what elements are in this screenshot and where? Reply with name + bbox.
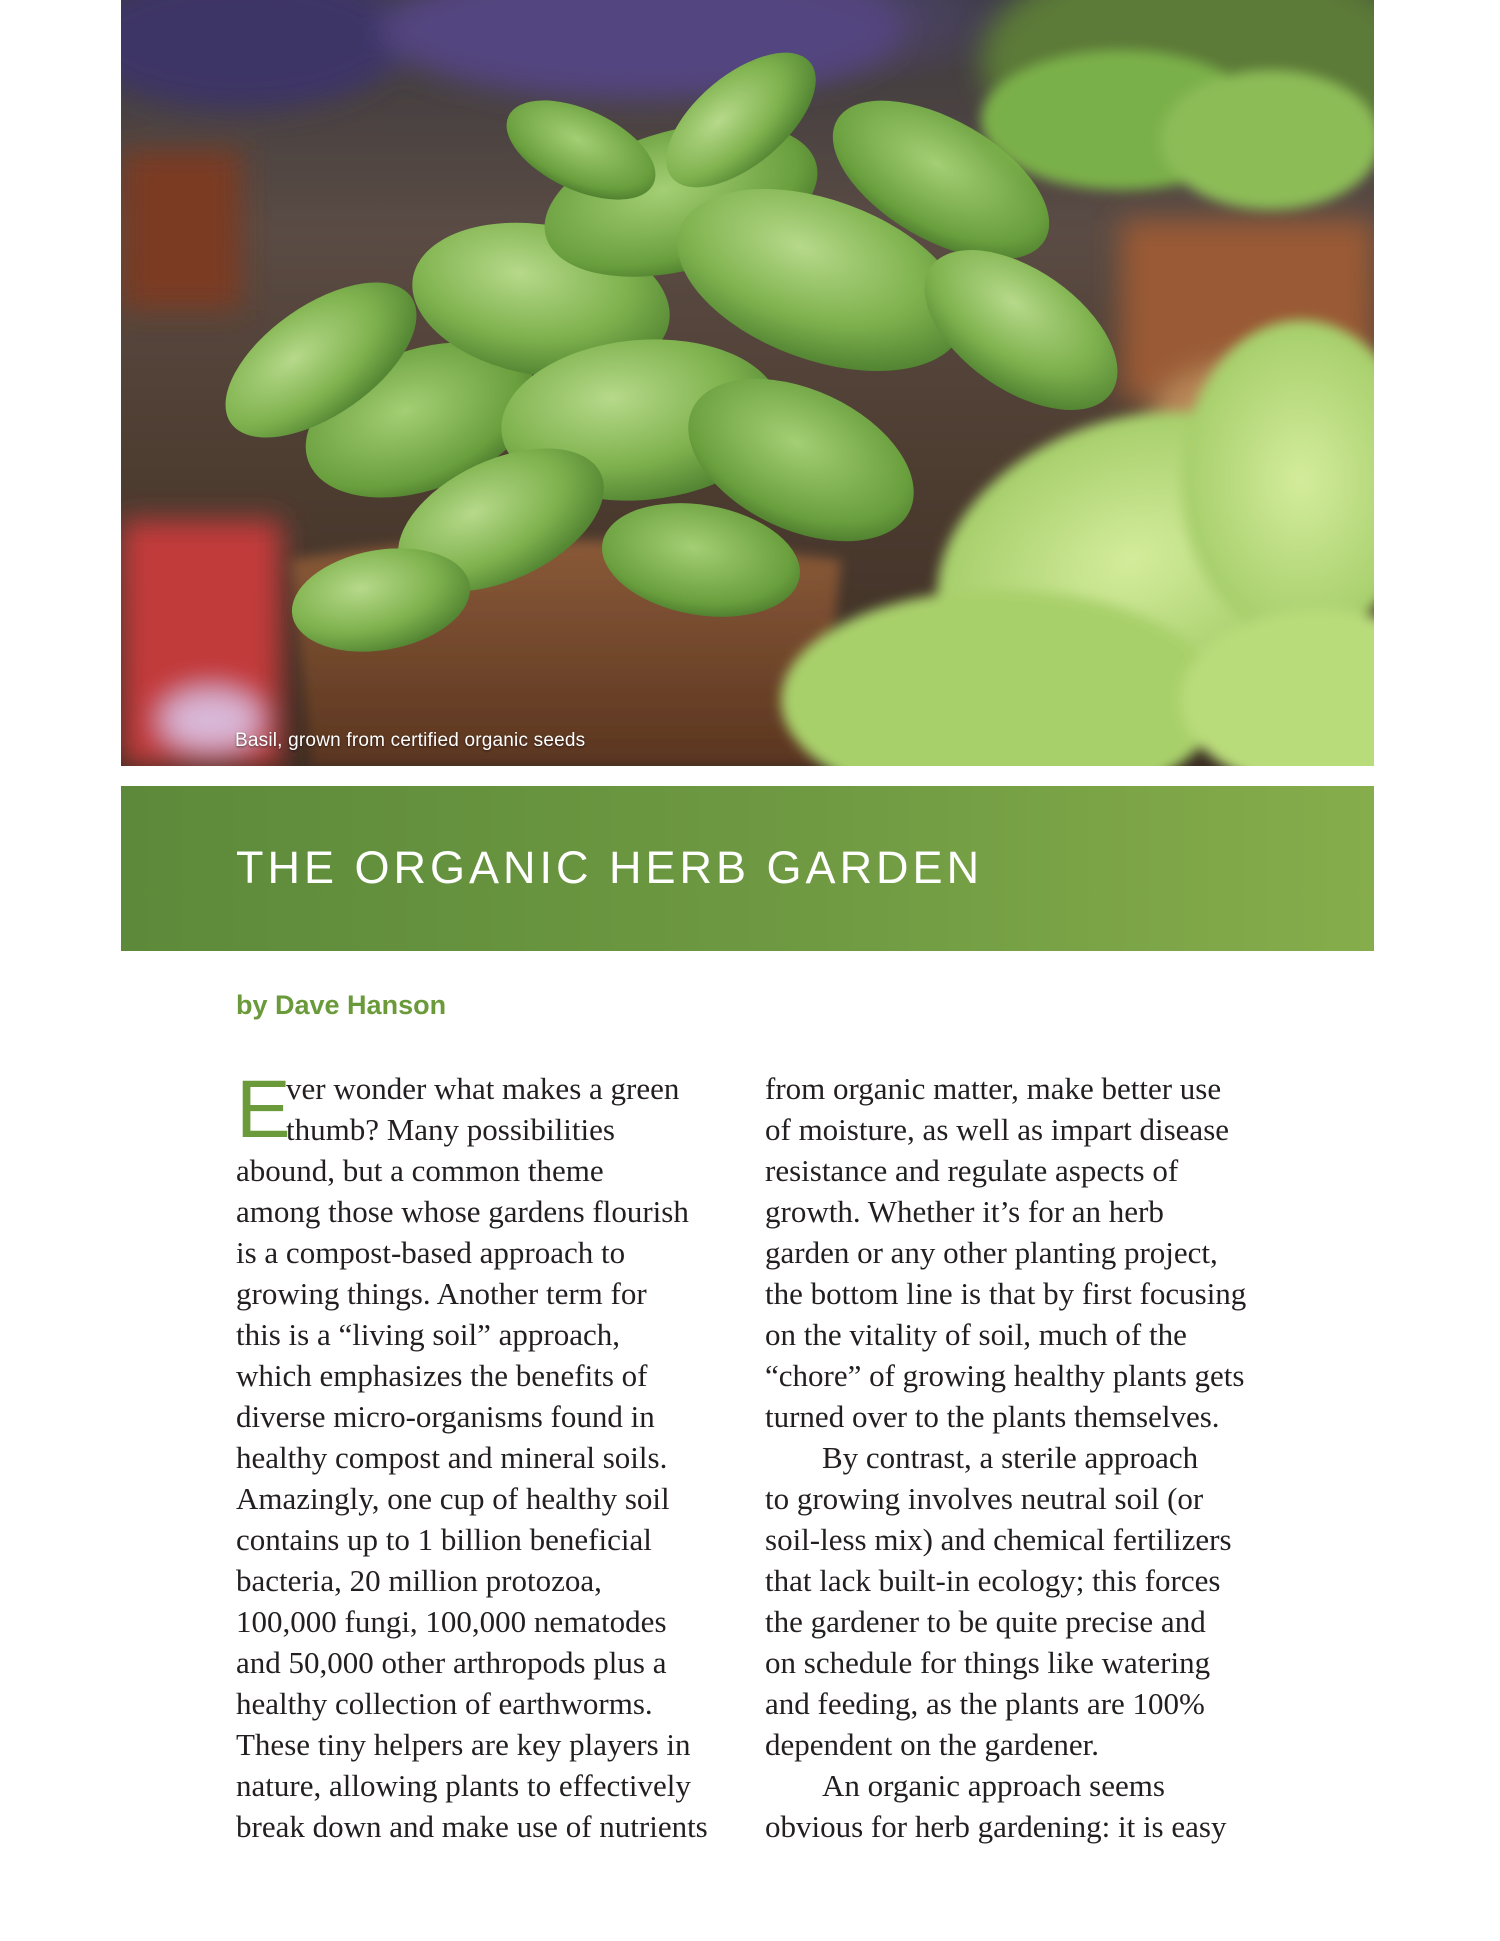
text-line: Amazingly, one cup of healthy soil xyxy=(236,1481,670,1516)
text-line: garden or any other planting project, xyxy=(765,1235,1218,1270)
text-line: These tiny helpers are key players in xyxy=(236,1727,691,1762)
text-line: is a compost-based approach to xyxy=(236,1235,626,1270)
article-column-left xyxy=(236,1064,756,1847)
text-line: and feeding, as the plants are 100% xyxy=(765,1686,1205,1721)
byline: by Dave Hanson xyxy=(236,990,447,1020)
text-line: the bottom line is that by first focusing xyxy=(765,1276,1247,1311)
text-line: which emphasizes the benefits of xyxy=(236,1358,648,1393)
text-line: An organic approach seems xyxy=(822,1768,1165,1803)
text-line: healthy collection of earthworms. xyxy=(236,1686,653,1721)
text-line: thumb? Many possibilities xyxy=(286,1112,615,1147)
article-column-right xyxy=(765,1068,1285,1847)
text-line: that lack built-in ecology; this forces xyxy=(765,1563,1221,1598)
text-line: “chore” of growing healthy plants gets xyxy=(765,1358,1245,1393)
text-line: break down and make use of nutrients xyxy=(236,1809,708,1844)
drop-cap: E xyxy=(236,1064,291,1155)
text-line: obvious for herb gardening: it is easy xyxy=(765,1809,1227,1844)
text-line: soil-less mix) and chemical fertilizers xyxy=(765,1522,1232,1557)
text-line: from organic matter, make better use xyxy=(765,1071,1222,1106)
text-line: this is a “living soil” approach, xyxy=(236,1317,620,1352)
text-line: nature, allowing plants to effectively xyxy=(236,1768,691,1803)
text-line: of moisture, as well as impart disease xyxy=(765,1112,1230,1147)
text-line: bacteria, 20 million protozoa, xyxy=(236,1563,602,1598)
text-line: turned over to the plants themselves. xyxy=(765,1399,1220,1434)
text-line: among those whose gardens flourish xyxy=(236,1194,689,1229)
text-line: on the vitality of soil, much of the xyxy=(765,1317,1187,1352)
text-line: and 50,000 other arthropods plus a xyxy=(236,1645,667,1680)
text-line: abound, but a common theme xyxy=(236,1153,604,1188)
text-line: growing things. Another term for xyxy=(236,1276,647,1311)
basil-plant-photo xyxy=(121,0,1374,766)
text-line: dependent on the gardener. xyxy=(765,1727,1099,1762)
text-line: healthy compost and mineral soils. xyxy=(236,1440,668,1475)
text-line: By contrast, a sterile approach xyxy=(822,1440,1199,1475)
photo-caption: Basil, grown from certified organic seeds xyxy=(235,730,586,751)
text-line: resistance and regulate aspects of xyxy=(765,1153,1179,1188)
text-line: to growing involves neutral soil (or xyxy=(765,1481,1204,1516)
text-line: ver wonder what makes a green xyxy=(286,1071,680,1106)
text-line: contains up to 1 billion beneficial xyxy=(236,1522,652,1557)
article-title: THE ORGANIC HERB GARDEN xyxy=(236,842,984,893)
text-line: 100,000 fungi, 100,000 nematodes xyxy=(236,1604,667,1639)
text-line: on schedule for things like watering xyxy=(765,1645,1211,1680)
text-line: diverse micro-organisms found in xyxy=(236,1399,655,1434)
hero-photo xyxy=(121,0,1374,766)
text-line: growth. Whether it’s for an herb xyxy=(765,1194,1164,1229)
text-line: the gardener to be quite precise and xyxy=(765,1604,1206,1639)
title-banner xyxy=(121,786,1374,951)
